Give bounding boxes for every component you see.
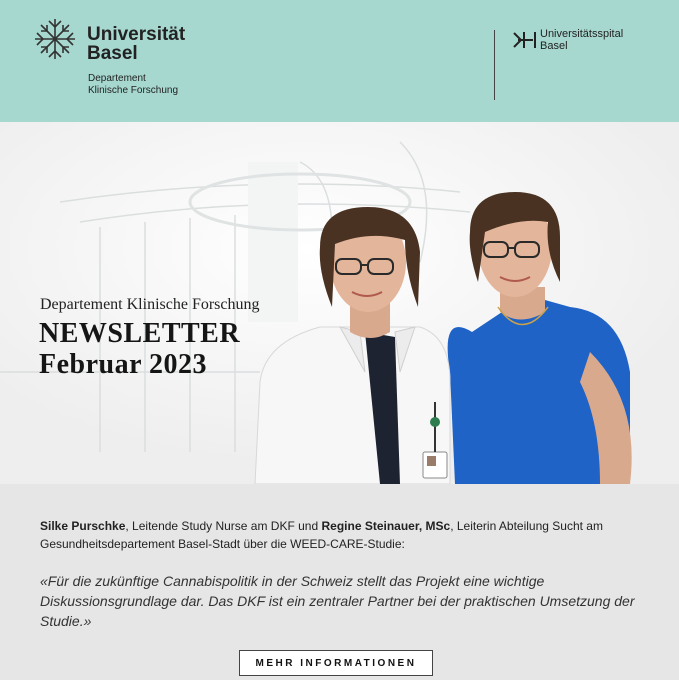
header-divider	[494, 30, 495, 100]
university-name	[87, 25, 185, 63]
university-basel-logo-icon	[32, 16, 78, 62]
newsletter-title-line2: Februar 2023	[39, 349, 208, 380]
hospital-name	[540, 28, 623, 52]
person-name-1: Silke Purschke	[40, 519, 126, 533]
quote-text: «Für die zukünftige Cannabispolitik in der Schweiz stellt das Projekt eine wichtige Diskussionsgrundlage dar. Das DKF ist ein zentraler Partner bei der praktischen Umsetzung der Studie.»	[40, 573, 635, 629]
hospital-name-line1: Universitätsspital	[540, 28, 624, 40]
hero-department: Departement Klinische Forschung	[40, 296, 260, 313]
department-name	[88, 73, 178, 97]
hospital-name-line2: Basel	[540, 40, 568, 52]
hero-banner	[0, 122, 679, 484]
university-name-line1: Universität	[87, 24, 186, 45]
department-line1: Departement	[88, 73, 146, 84]
intro-paragraph	[40, 517, 640, 553]
department-line2: Klinische Forschung	[88, 85, 179, 96]
woman-blue-top	[448, 192, 632, 484]
intro-text-1: , Leitende Study Nurse am DKF und	[125, 519, 322, 533]
newsletter-header	[0, 0, 679, 122]
more-information-button[interactable]: MEHR INFORMATIONEN	[239, 650, 433, 676]
newsletter-title	[39, 318, 240, 380]
intro-text-2: , Leiterin Abteilung Sucht am Gesundheitsdepartement Basel-Stadt über die WEED-CARE-Studie:	[40, 519, 603, 551]
universitaetsspital-logo-icon	[513, 31, 539, 49]
newsletter-title-line1: NEWSLETTER	[39, 318, 241, 349]
person-name-2: Regine Steinauer, MSc	[321, 519, 451, 533]
woman-white-coat	[255, 207, 450, 484]
university-name-line2: Basel	[87, 43, 138, 64]
